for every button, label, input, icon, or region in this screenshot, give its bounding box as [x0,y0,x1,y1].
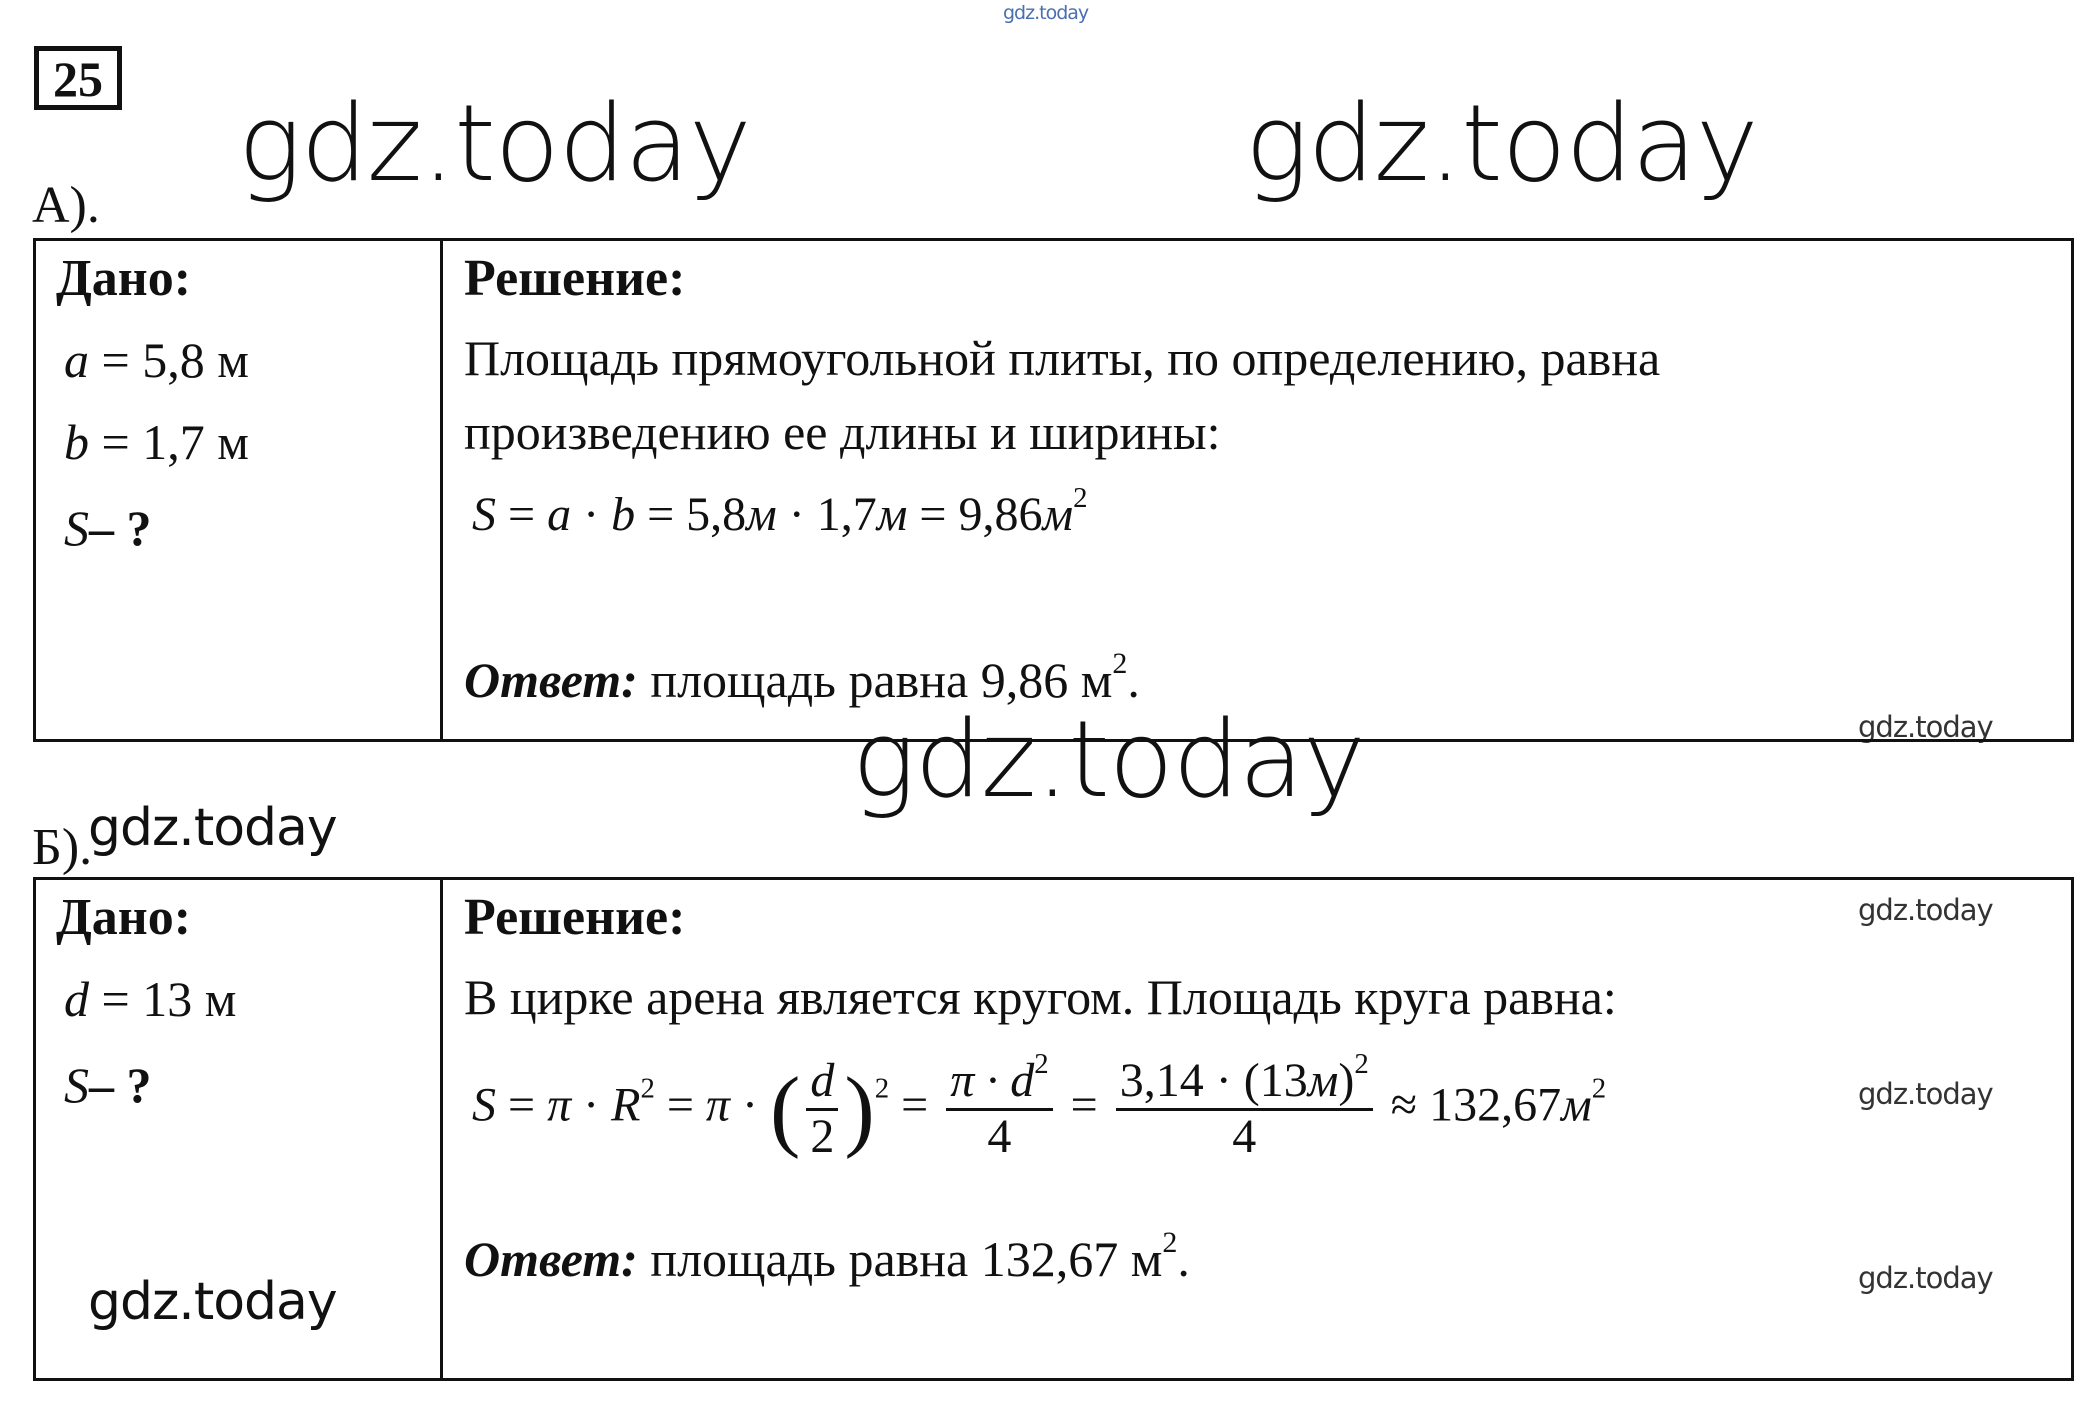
part-a-given-s: S– ? [64,500,152,556]
part-a-given-a: a = 5,8 м [64,332,249,388]
task-number: 25 [34,46,122,110]
part-b-divider [440,880,443,1378]
part-b-box [33,877,2074,1381]
fraction-d-over-2: $\frac{d}{2}$ [806,1055,838,1164]
part-b-given-d: d = 13 м [64,971,237,1027]
part-a-formula: $S = a \cdot b = 5,8м \cdot 1,7м = 9,86м^2$ [472,481,1088,541]
left-paren: ( [769,1058,801,1160]
part-a-solution-header: Решение: [464,250,686,307]
watermark-small-3: gdz.today [1858,1077,1993,1111]
watermark-top: gdz.today [1003,2,1089,24]
fraction-numeric: $\frac{3,14 \cdot (13м)^2}{4}$ [1116,1055,1373,1164]
part-b-solution-header: Решение: [464,889,686,946]
part-a-label: А). [32,177,100,234]
part-b-label: Б). [32,819,93,876]
part-b-formula: $S = \pi \cdot R^2 = \pi$ · ( $\frac{d}{2}$ )$^2$ = $\frac{\pi \cdot d^2}{4}$ = $\frac{3,14 \cdot (13м)^2}{4}$ ≈ $132,67м^2$ [472,1047,1607,1163]
fraction-pi-d2-over-4: $\frac{\pi \cdot d^2}{4}$ [946,1055,1052,1164]
part-b-text-line1: В цирке арена является кругом. Площадь круга равна: [464,969,1617,1025]
part-a-divider [440,241,443,739]
part-a-answer: Ответ: площадь равна 9,86 $м^2$. [464,647,1140,708]
watermark-medium-2: gdz.today [88,1272,337,1332]
watermark-medium-1: gdz.today [88,798,337,858]
part-b-given-header: Дано: [56,889,192,946]
watermark-large-3: gdz.today [852,698,1365,821]
right-paren: ) [844,1058,875,1160]
watermark-large-1: gdz.today [238,82,751,205]
part-a-text-line2: произведению ее длины и ширины: [464,404,1221,460]
part-a-text-line1: Площадь прямоугольной плиты, по определению, равна [464,330,1661,386]
watermark-small-4: gdz.today [1858,1261,1993,1295]
part-a-given-b: b = 1,7 м [64,414,249,470]
watermark-small-2: gdz.today [1858,893,1993,927]
part-a-box [33,238,2074,742]
watermark-small-1: gdz.today [1858,710,1993,744]
part-b-given-s: S– ? [64,1057,152,1113]
watermark-large-2: gdz.today [1245,82,1758,205]
part-a-given-header: Дано: [56,250,192,307]
part-b-answer: Ответ: площадь равна 132,67 $м^2$. [464,1226,1190,1287]
